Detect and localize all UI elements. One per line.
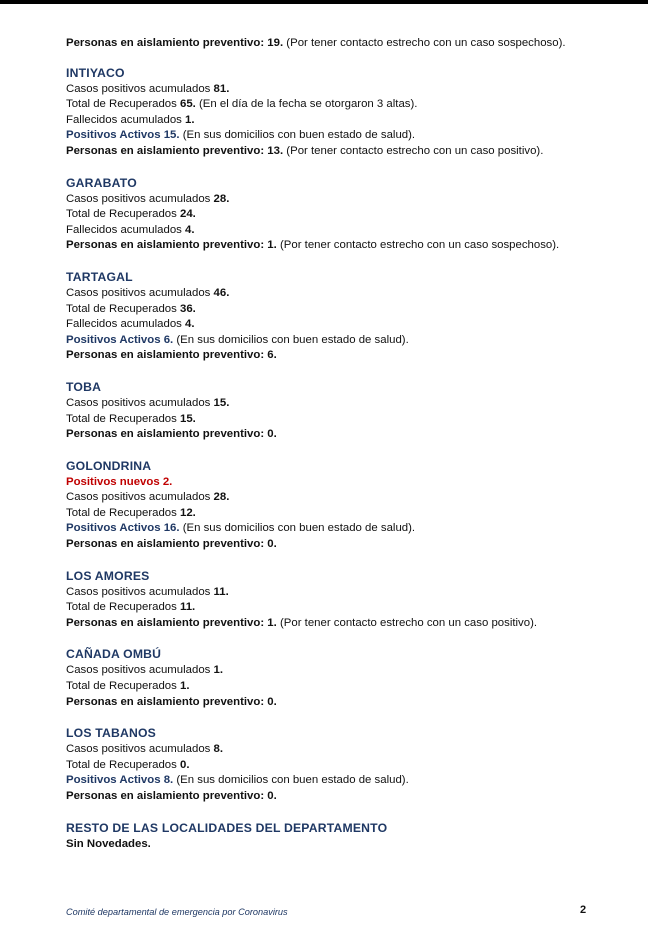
stat-line	[66, 348, 626, 364]
stat-line	[66, 128, 626, 144]
stat-text: (Por tener contacto estrecho con un caso positivo).	[283, 144, 544, 157]
stat-text: Casos positivos acumulados	[66, 396, 214, 409]
stat-line	[66, 679, 626, 695]
stat-text: Personas en aislamiento preventivo: 0.	[66, 538, 277, 551]
document-body	[66, 36, 626, 867]
locality-section	[66, 820, 626, 853]
stat-text: (En sus domicilios con buen estado de salud).	[173, 774, 409, 787]
stat-text: Total de Recuperados	[66, 601, 180, 614]
stat-text: Fallecidos acumulados	[66, 113, 186, 126]
locality-title: RESTO DE LAS LOCALIDADES DEL DEPARTAMENTO	[66, 820, 388, 835]
stat-line	[66, 223, 626, 239]
stat-text: Total de Recuperados	[66, 208, 180, 221]
stat-text: 11.	[179, 601, 196, 614]
locality-sections	[66, 65, 626, 853]
stat-line	[66, 758, 626, 774]
intro-label: Personas en aislamiento preventivo: 19.	[66, 37, 284, 49]
stat-line	[66, 427, 626, 443]
stat-text: (En sus domicilios con buen estado de salud).	[173, 333, 409, 346]
stat-text: (En el día de la fecha se otorgaron 3 altas).	[195, 98, 418, 111]
stat-line	[66, 600, 626, 616]
stat-text: Casos positivos acumulados	[66, 286, 214, 299]
stat-line	[66, 663, 626, 679]
stat-text: Total de Recuperados	[66, 412, 180, 425]
stat-text: Fallecidos acumulados	[66, 223, 186, 236]
stat-text: Personas en aislamiento preventivo: 6.	[66, 349, 277, 362]
stat-line	[66, 475, 626, 491]
stat-text: (En sus domicilios con buen estado de salud).	[179, 129, 416, 142]
locality-title: CAÑADA OMBÚ	[66, 647, 162, 662]
intro-paragraph	[66, 36, 626, 52]
stat-text: 65.	[179, 98, 196, 111]
stat-line	[66, 82, 626, 98]
stat-text: 28.	[213, 192, 230, 205]
stat-line	[66, 506, 626, 522]
footer-committee: Comité departamental de emergencia por Coronavirus	[66, 907, 288, 917]
locality-section	[66, 269, 626, 364]
locality-title: LOS AMORES	[66, 568, 150, 583]
stat-line	[66, 490, 626, 506]
stat-line	[66, 207, 626, 223]
stat-line	[66, 695, 626, 711]
stat-text: Casos positivos acumulados	[66, 743, 214, 756]
stat-text: Positivos Activos 16.	[66, 522, 180, 535]
stat-text: 8.	[213, 743, 224, 756]
stat-line	[66, 113, 626, 129]
stat-text: Personas en aislamiento preventivo: 1.	[66, 239, 277, 252]
intro-note: (Por tener contacto estrecho con un caso sospechoso).	[283, 37, 566, 49]
stat-text: Sin Novedades.	[66, 837, 151, 850]
stat-line	[66, 144, 626, 160]
stat-line	[66, 837, 626, 853]
stat-line	[66, 585, 626, 601]
stat-text: Casos positivos acumulados	[66, 664, 214, 677]
stat-text: Casos positivos acumulados	[66, 82, 214, 95]
stat-text: Casos positivos acumulados	[66, 491, 214, 504]
stat-text: Personas en aislamiento preventivo: 0.	[66, 790, 277, 802]
locality-section	[66, 379, 626, 443]
locality-section	[66, 646, 626, 710]
stat-line	[66, 97, 626, 113]
stat-text: Positivos Activos 8.	[66, 774, 174, 787]
stat-text: Total de Recuperados	[66, 758, 180, 771]
stat-text: (Por tener contacto estrecho con un caso sospechoso).	[276, 239, 560, 252]
stat-text: Total de Recuperados	[66, 680, 180, 693]
locality-title: TARTAGAL	[66, 269, 133, 284]
stat-text: 15.	[179, 412, 196, 425]
stat-line	[66, 537, 626, 553]
stat-text: Casos positivos acumulados	[66, 585, 214, 598]
stat-text: 12.	[179, 506, 196, 519]
stat-text: 24.	[179, 208, 196, 221]
page-number: 2	[580, 904, 587, 916]
stat-text: 1.	[179, 680, 190, 693]
stat-text: (En sus domicilios con buen estado de salud).	[179, 522, 416, 535]
locality-section	[66, 175, 626, 254]
stat-line	[66, 742, 626, 758]
stat-line	[66, 317, 626, 333]
stat-line	[66, 396, 626, 412]
locality-section	[66, 725, 626, 804]
locality-title: GARABATO	[66, 175, 137, 190]
stat-text: 28.	[213, 491, 230, 504]
stat-text: Total de Recuperados	[66, 302, 180, 315]
locality-section	[66, 65, 626, 160]
stat-text: 11.	[213, 585, 229, 598]
stat-text: 15.	[213, 396, 230, 409]
stat-text: 81.	[213, 82, 230, 95]
stat-text: Personas en aislamiento preventivo: 0.	[66, 428, 277, 441]
stat-line	[66, 286, 626, 302]
stat-text: 1.	[185, 113, 195, 126]
stat-line	[66, 789, 626, 805]
stat-text: 0.	[179, 758, 190, 771]
top-border	[0, 0, 648, 4]
locality-title: TOBA	[66, 379, 102, 394]
stat-text: 1.	[213, 664, 224, 677]
stat-line	[66, 521, 626, 537]
stat-line	[66, 238, 626, 254]
stat-line	[66, 302, 626, 318]
stat-line	[66, 773, 626, 789]
stat-text: Casos positivos acumulados	[66, 192, 214, 205]
stat-text: Fallecidos acumulados	[66, 318, 186, 331]
stat-text: 46.	[213, 286, 230, 299]
locality-section	[66, 568, 626, 632]
stat-line	[66, 412, 626, 428]
stat-line	[66, 333, 626, 349]
stat-text: Positivos nuevos 2.	[66, 475, 173, 488]
stat-line	[66, 616, 626, 632]
stat-line	[66, 192, 626, 208]
stat-text: Total de Recuperados	[66, 98, 180, 111]
stat-text: Positivos Activos 15.	[66, 129, 180, 142]
stat-text: 4.	[185, 223, 195, 236]
stat-text: 36.	[179, 302, 196, 315]
stat-text: Positivos Activos 6.	[66, 333, 174, 346]
locality-title: GOLONDRINA	[66, 458, 152, 473]
stat-text: Personas en aislamiento preventivo: 13.	[66, 144, 284, 157]
stat-text: (Por tener contacto estrecho con un caso positivo).	[276, 616, 538, 629]
stat-text: Personas en aislamiento preventivo: 1.	[66, 616, 277, 629]
locality-title: INTIYACO	[66, 65, 125, 80]
stat-text: Total de Recuperados	[66, 506, 180, 519]
stat-text: 4.	[185, 318, 195, 331]
locality-section	[66, 458, 626, 553]
locality-title: LOS TABANOS	[66, 726, 156, 741]
stat-text: Personas en aislamiento preventivo: 0.	[66, 695, 277, 708]
